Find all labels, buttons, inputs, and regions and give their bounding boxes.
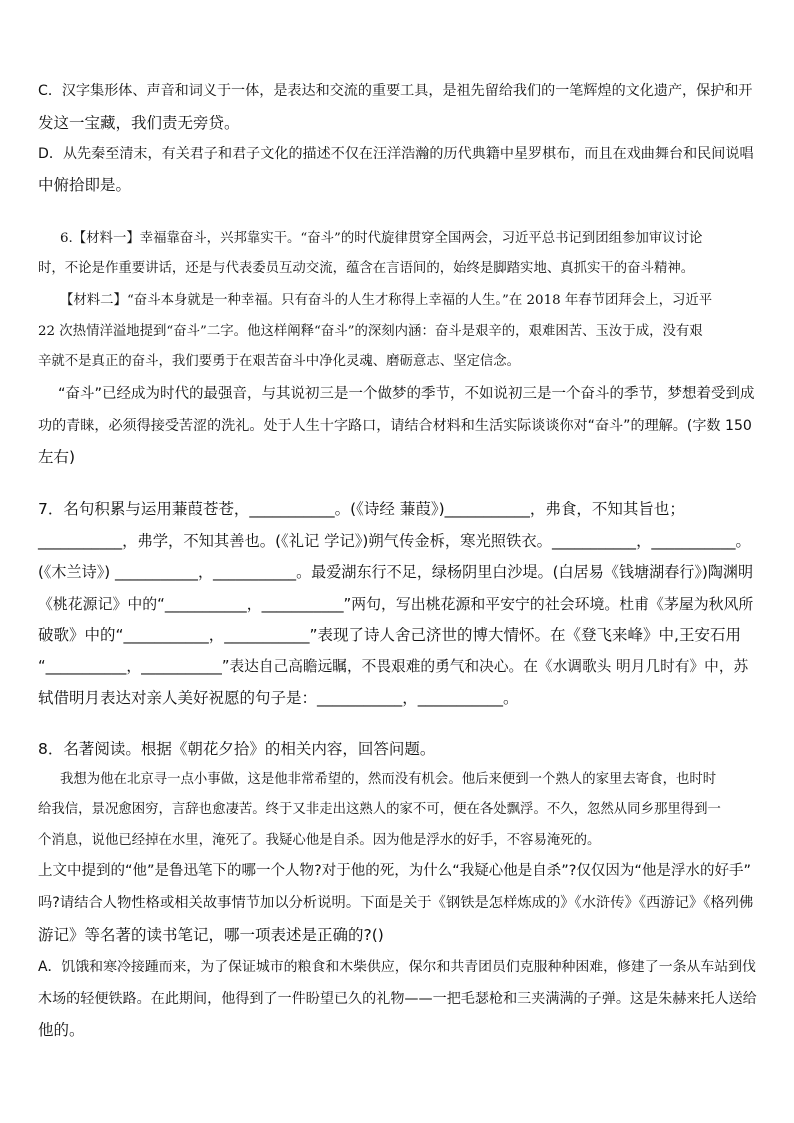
q8-question-line-1: 上文中提到的“他”是鲁迅笔下的哪一个人物?对于他的死，为什么“我疑心他是自杀”?仅仅因为“他是浮水的好手”: [38, 863, 751, 879]
q8-option-a-line-2: 木场的轻便铁路。在此期间，他得到了一件盼望已久的礼物——一把毛瑟枪和三夹满满的子弹。这是朱赫来托人送给: [38, 991, 757, 1007]
option-d-line-1: D．从先秦至清末，有关君子和君子文化的描述不仅在汪洋浩瀚的历代典籍中星罗棋布，而且在戏曲舞台和民间说唱: [38, 146, 754, 162]
q8-option-a-line-1: A．饥饿和寒冷接踵而来，为了保证城市的粮食和木柴供应，保尔和共青团员们克服种种困难，修建了一条从车站到伐: [38, 959, 756, 975]
q8-question-line-2: 吗?请结合人物性格或相关故事情节加以分析说明。下面是关于《钢铁是怎样炼成的》《水浒传》《西游记》《格列佛: [38, 895, 754, 911]
q7-line-5: 破歌》中的“___________，___________”表现了诗人舍己济世的博大情怀。在《登飞来峰》中,王安石用: [38, 626, 741, 644]
q6-prompt-line-3: 左右): [38, 448, 76, 466]
q8-question-line-3: 游记》等名著的读书笔记，哪一项表述是正确的?(): [38, 926, 384, 944]
q7-line-3: (《木兰诗》) ___________，___________。最爱湖东行不足，绿杨阴里白沙堤。(白居易《钱塘湖春行》)陶渊明: [38, 563, 754, 581]
q6-prompt-line-2: 功的青睐，必须得接受苦涩的洗礼。处于人生十字路口，请结合材料和生活实际谈谈你对“奋斗”的理解。(字数 150: [38, 418, 752, 434]
option-c-line-1: C．汉字集形体、声音和词义于一体，是表达和交流的重要工具，是祖先留给我们的一笔辉煌的文化遗产，保护和开: [38, 83, 753, 99]
option-c-line-2: 发这一宝藏，我们责无旁贷。: [38, 114, 240, 132]
q6-material-2-line-2: 22 次热情洋溢地提到“奋斗”二字。他这样阐释“奋斗”的深刻内涵：奋斗是艰辛的，艰难困苦、玉汝于成，没有艰: [38, 324, 703, 339]
q6-prompt-line-1: “奋斗”已经成为时代的最强音，与其说初三是一个做梦的季节，不如说初三是一个奋斗的季节，梦想着受到成: [58, 386, 755, 402]
q6-material-1-line-1: 6.【材料一】幸福靠奋斗，兴邦靠实干。“奋斗”的时代旋律贯穿全国两会，习近平总书记到团组参加审议讨论: [60, 231, 703, 246]
q8-passage-line-1: 我想为他在北京寻一点小事做，这是他非常希望的，然而没有机会。他后来便到一个熟人的家里去寄食，也时时: [60, 772, 717, 787]
q8-passage-line-3: 个消息，说他已经掉在水里，淹死了。我疑心他是自杀。因为他是浮水的好手，不容易淹死的。: [38, 833, 601, 848]
q7-line-1: 7．名句积累与运用蒹葭苍苍，___________。(《诗经 蒹葭》)___________，弗食，不知其旨也；: [38, 500, 685, 518]
q7-line-7: 轼借明月表达对亲人美好祝愿的句子是：___________，___________。: [38, 689, 519, 707]
q8-title: 8．名著阅读。根据《朝花夕拾》的相关内容，回答问题。: [38, 740, 436, 758]
q6-material-1-line-2: 时，不论是作重要讲话，还是与代表委员互动交流，蕴含在言语间的，始终是脚踏实地、真抓实干的奋斗精神。: [38, 261, 695, 276]
q8-passage-line-2: 给我信，景况愈困穷，言辞也愈凄苦。终于又非走出这熟人的家不可，便在各处飘浮。不久，忽然从同乡那里得到一: [38, 802, 721, 817]
q8-option-a-line-3: 他的。: [38, 1021, 85, 1039]
option-d-line-2: 中俯拾即是。: [38, 176, 132, 194]
q7-line-6: “___________，___________”表达自己高瞻远瞩，不畏艰难的勇气和决心。在《水调歌头 明月几时有》中，苏: [38, 658, 749, 675]
q6-material-2-line-3: 辛就不是真正的奋斗，我们要勇于在艰苦奋斗中净化灵魂、磨砺意志、坚定信念。: [38, 354, 521, 369]
q7-line-2: ___________，弗学，不知其善也。(《礼记 学记》)朔气传金柝，寒光照铁衣。___________，___________。: [38, 532, 751, 550]
q7-line-4: 《桃花源记》中的“___________，___________”两句，写出桃花源和平安宁的社会环境。杜甫《茅屋为秋风所: [38, 595, 754, 613]
q6-material-2-line-1: 【材料二】“奋斗本身就是一种幸福。只有奋斗的人生才称得上幸福的人生。”在 2018 年春节团拜会上，习近平: [60, 293, 713, 308]
